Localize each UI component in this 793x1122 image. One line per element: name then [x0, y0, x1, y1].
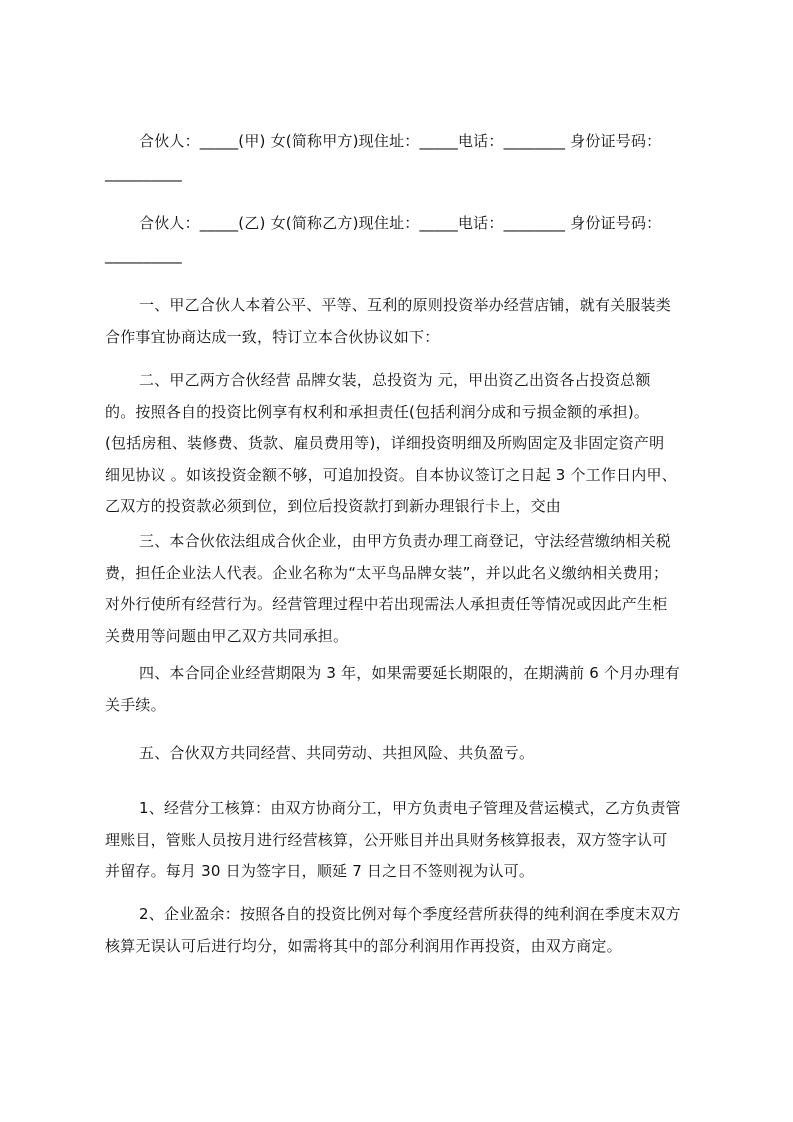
- section-2-line-2: 的。按照各自的投资比例享有权利和承担责任(包括利润分成和亏损金额的承担)。: [105, 402, 650, 421]
- section-1-paragraph: [105, 290, 700, 353]
- partner-a-line-2: __________: [105, 163, 182, 182]
- section-1-line-2: 合作事宜协商达成一致，特订立本合伙协议如下：: [105, 327, 440, 346]
- partner-b-paragraph: [105, 208, 700, 271]
- partner-a-line-1: 合伙人：_____(甲) 女(简称甲方)现住址：_____电话：________ 身份证号码：: [139, 132, 662, 150]
- item-1-line-3: 并留存。每月 30 日为签字日，顺延 7 日之日不签则视为认可。: [105, 862, 535, 880]
- partner-a-paragraph: [105, 126, 700, 189]
- section-4-paragraph: [105, 658, 700, 721]
- section-3-line-1: 三、本合伙依法组成合伙企业，由甲方负责办理工商登记，守法经营缴纳相关税: [139, 532, 672, 550]
- section-2-paragraph: [105, 365, 700, 523]
- section-5-line-1: 五、合伙双方共同经营、共同劳动、共担风险、共负盈亏。: [139, 744, 535, 762]
- item-1-paragraph: [105, 793, 700, 888]
- partner-b-line-2: __________: [105, 245, 182, 264]
- section-2-line-4: 细见协议 。如该投资金额不够，可追加投资。自本协议签订之日起 3 个工作日内甲、: [105, 465, 677, 484]
- section-4-line-1: 四、本合同企业经营期限为 3 年，如果需要延长期限的，在期满前 6 个月办理有: [139, 664, 680, 682]
- section-3-line-3: 对外行使所有经营行为。经营管理过程中若出现需法人承担责任等情况或因此产生柜: [105, 595, 668, 613]
- section-1-line-1: 一、甲乙合伙人本着公平、平等、互利的原则投资举办经营店铺，就有关服装类: [139, 296, 672, 314]
- section-2-line-5: 乙双方的投资款必须到位，到位后投资款打到新办理银行卡上，交由: [105, 497, 562, 515]
- section-4-line-2: 关手续。: [105, 695, 166, 714]
- partner-b-line-1: 合伙人：_____(乙) 女(简称乙方)现住址：_____电话：________ 身份证号码：: [139, 214, 662, 232]
- item-1-line-2: 理账目，管账人员按月进行经营核算，公开账目并出具财务核算报表，双方签字认可: [105, 830, 668, 849]
- section-3-line-2: 费，担任企业法人代表。企业名称为“太平鸟品牌女装”，并以此名义缴纳相关费用；: [105, 563, 669, 582]
- section-3-paragraph: [105, 526, 700, 652]
- section-2-line-1: 二、甲乙两方合伙经营 品牌女装，总投资为 元，甲出资乙出资各占投资总额: [139, 371, 651, 389]
- item-2-line-1: 2、企业盈余：按照各自的投资比例对每个季度经营所获得的纯利润在季度末双方: [139, 905, 681, 923]
- section-5-paragraph: [105, 738, 700, 770]
- item-2-line-2: 核算无误认可后进行均分，如需将其中的部分利润用作再投资，由双方商定。: [105, 936, 622, 955]
- section-3-line-4: 关费用等问题由甲乙双方共同承担。: [105, 626, 349, 645]
- item-1-line-1: 1、经营分工核算：由双方协商分工，甲方负责电子管理及营运模式，乙方负责管: [139, 799, 681, 817]
- item-2-paragraph: [105, 899, 700, 962]
- section-2-line-3: (包括房租、装修费、货款、雇员费用等)，详细投资明细及所购固定及非固定资产明: [105, 434, 665, 452]
